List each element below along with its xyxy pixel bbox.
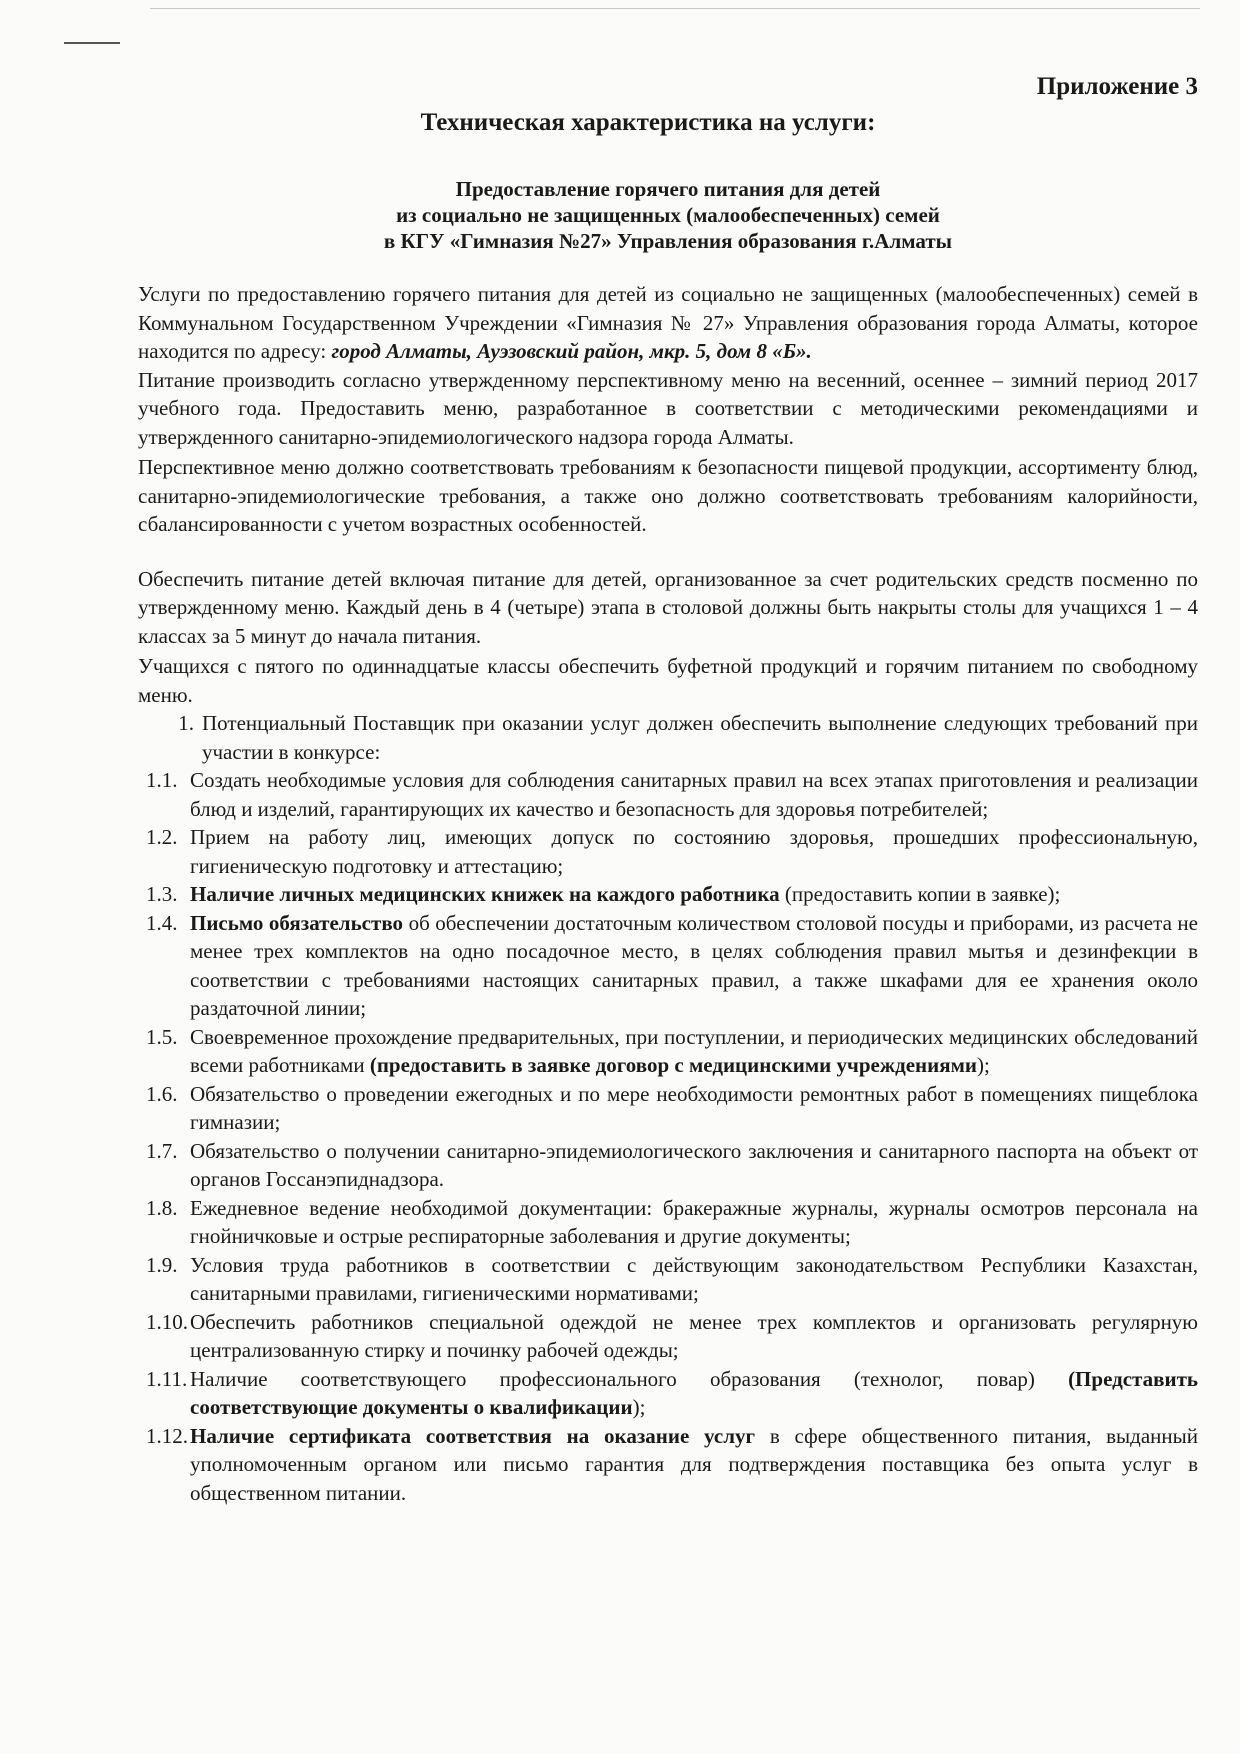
list-item <box>138 1080 1198 1137</box>
subtitle-line-2: из социально не защищенных (малообеспеченных) семей <box>396 203 940 227</box>
item-number: 1.9. <box>146 1252 178 1277</box>
list-item <box>138 766 1198 823</box>
item-number: 1.1. <box>146 768 178 792</box>
intro-paragraph-5: Учащихся с пятого по одиннадцатые классы обеспечить буфетной продукций и горячим питанием по свободному меню. <box>138 654 1198 707</box>
item-rest-text: об обеспечении достаточным количеством столовой посуды и приборами, из расчета не менее трех комплектов на одно посадочное место, в целях соблюдения правил мытья и дезинфекции в соответствии с требованиями настоящих санитарных правил, а также шкафами для ее хранения около раздаточной линии; <box>190 910 1198 1020</box>
item-number: 1.3. <box>146 882 178 906</box>
intro-p1-address: город Алматы, Ауэзовский район, мкр. 5, дом 8 «Б». <box>331 339 812 363</box>
item-number: 1.11. <box>146 1366 188 1391</box>
item-number: 1.6. <box>146 1081 178 1106</box>
item-text: Обязательство о получении санитарно-эпидемиологического заключения и санитарного паспорта на объект от органов Госсанэпиднадзора. <box>190 1138 1198 1191</box>
intro-paragraph-2: Питание производить согласно утвержденному перспективному меню на весенний, осеннее – зимний период 2017 учебного года. Предоставить меню, разработанное в соответствии с методическими рекомендациями и утвержденного санитарно-эпидемиологического надзора города Алматы. <box>138 367 1198 449</box>
item-number: 1.8. <box>146 1195 178 1220</box>
document-subtitle <box>138 176 1198 254</box>
list-item <box>138 823 1198 880</box>
item-rest-text: в сфере общественного питания, выданный уполномоченным органом или письмо гарантия для подтверждения поставщика без опыта услуг в общественном питании. <box>190 1423 1198 1505</box>
item-number: 1.7. <box>146 1138 178 1163</box>
item-bold-text: Письмо обязательство <box>190 910 404 935</box>
item-text: Условия труда работников в соответствии с действующим законодательством Республики Казахстан, санитарными правилами, гигиеническими нормативами; <box>190 1252 1198 1305</box>
requirement-item-1 <box>138 709 1198 766</box>
item-tail-text: ); <box>977 1053 990 1077</box>
item-number: 1.12. <box>146 1423 188 1448</box>
item-number: 1.5. <box>146 1024 178 1049</box>
item-rest-text: (предоставить копии в заявке); <box>779 882 1061 906</box>
item-text: Ежедневное ведение необходимой документации: бракеражные журналы, журналы осмотров персонала на гнойничковые и острые респираторные заболевания и другие документы; <box>190 1195 1198 1248</box>
subtitle-line-3: в КГУ «Гимназия №27» Управления образования г.Алматы <box>383 229 953 253</box>
list-item <box>138 1251 1198 1308</box>
item-bold-text: (Представить соответствующие документы о квалификации <box>190 1366 1198 1419</box>
item-bold-text: (предоставить в заявке договор с медицинскими учреждениями <box>369 1053 977 1077</box>
item-rest-text: Своевременное прохождение предварительных, при поступлении, и периодических медицинских обследований всеми работниками <box>190 1024 1198 1077</box>
subtitle-line-1: Предоставление горячего питания для детей <box>455 177 881 201</box>
list-item <box>138 1365 1198 1422</box>
intro-paragraph-3: Перспективное меню должно соответствовать требованиям к безопасности пищевой продукции, ассортименту блюд, санитарно-эпидемиологические требования, а также оно должно соответствовать требованиям калорийности, сбалансированности с учетом возрастных особенностей. <box>138 455 1198 536</box>
item-rest-text: Наличие соответствующего профессионального образования (технолог, повар) <box>190 1366 1069 1391</box>
intro-paragraph-1 <box>138 280 1198 366</box>
item-number: 1.2. <box>146 825 178 849</box>
item-number: 1.10. <box>146 1309 188 1334</box>
item-number: 1.4. <box>146 910 178 935</box>
paragraph-gap <box>138 539 1198 565</box>
intro-p1-text: Услуги по предоставлению горячего питания для детей из социально не защищенных (малообеспеченных) семей в Коммунальном Государственном Учреждении «Гимназия № 27» Управления образования города Алматы, которое находится по адресу: <box>138 282 1198 363</box>
item-text <box>190 1023 1198 1080</box>
item-tail-text: ); <box>632 1395 646 1419</box>
item-text: Обеспечить работников специальной одеждой не менее трех комплектов и организовать регулярную централизованную стирку и починку рабочей одежды; <box>190 1309 1198 1362</box>
intro-paragraph-4: Обеспечить питание детей включая питание для детей, организованное за счет родительских средств посменно по утвержденному меню. Каждый день в 4 (четыре) этапа в столовой должны быть накрыты столы для учащихся 1 – 4 классах за 5 минут до начала питания. <box>138 566 1198 648</box>
item-text: Создать необходимые условия для соблюдения санитарных правил на всех этапах приготовления и реализации блюд и изделий, гарантирующих их качество и безопасность для здоровья потребителей; <box>190 768 1198 821</box>
list-item <box>138 1308 1198 1365</box>
scan-top-edge <box>150 8 1200 9</box>
item-text: Обязательство о проведении ежегодных и по мере необходимости ремонтных работ в помещениях пищеблока гимназии; <box>190 1081 1198 1134</box>
item-text <box>190 909 1198 1023</box>
document-page <box>138 70 1198 1507</box>
list-item <box>138 880 1198 909</box>
item-text <box>190 1422 1198 1508</box>
item-bold-text: Наличие личных медицинских книжек на каждого работника <box>190 882 780 906</box>
item-text <box>190 880 1198 909</box>
appendix-label: Приложение 3 <box>1036 73 1198 100</box>
requirement-text: Потенциальный Поставщик при оказании услуг должен обеспечить выполнение следующих требований при участии в конкурсе: <box>202 711 1198 764</box>
requirements-list <box>138 766 1198 1507</box>
list-item <box>138 1422 1198 1508</box>
document-title: Техническая характеристика на услуги: <box>420 109 876 136</box>
list-item <box>138 1194 1198 1251</box>
item-text <box>190 1365 1198 1422</box>
requirement-number: 1. <box>178 711 194 735</box>
list-item <box>138 1023 1198 1080</box>
list-item <box>138 909 1198 1023</box>
item-text: Прием на работу лиц, имеющих допуск по состоянию здоровья, прошедших профессиональную, гигиеническую подготовку и аттестацию; <box>190 825 1198 878</box>
scan-corner-mark <box>64 42 120 44</box>
list-item <box>138 1137 1198 1194</box>
item-bold-text: Наличие сертификата соответствия на оказание услуг <box>190 1423 756 1448</box>
